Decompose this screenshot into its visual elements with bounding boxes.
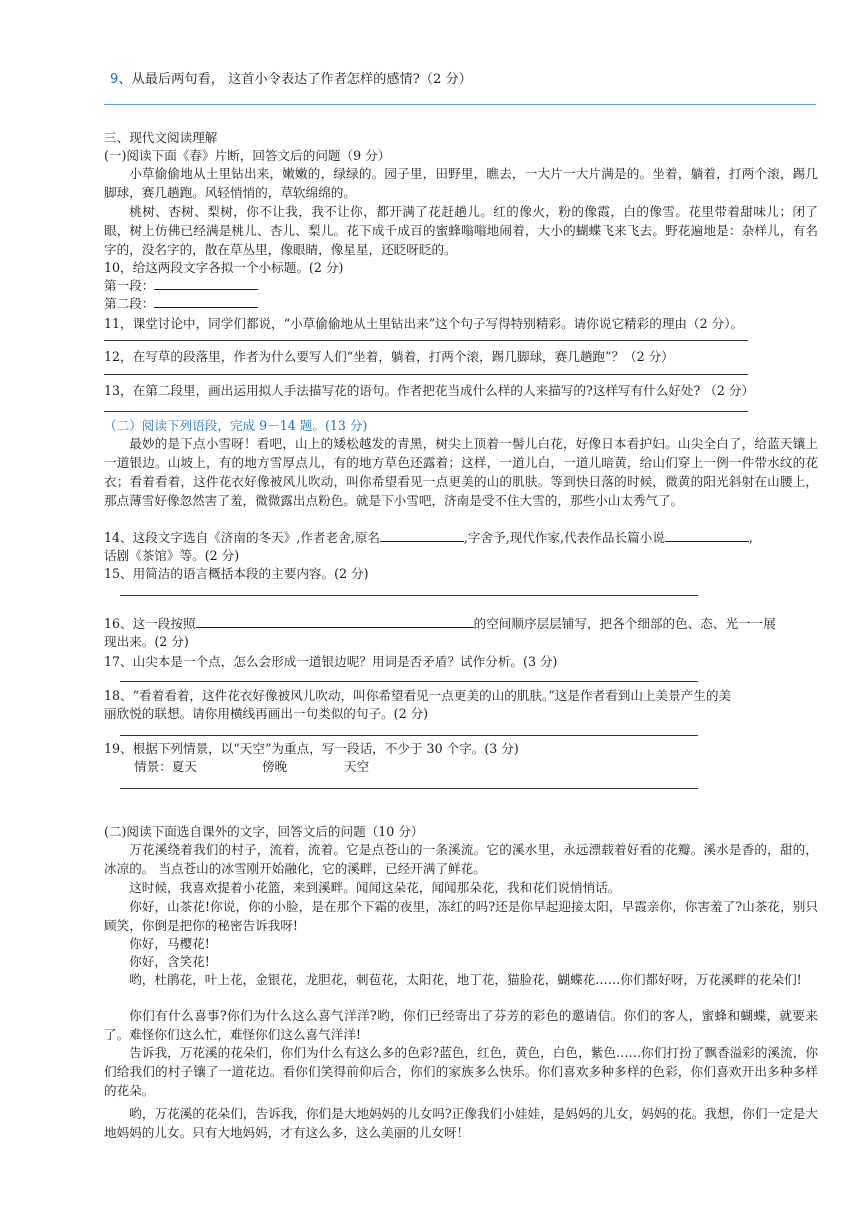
q16-text-b: 的空间顺序层层铺写，把各个细部的色、态、光一一展 (473, 616, 776, 631)
wanhua-paragraph-7: 你们有什么喜事?你们为什么这么喜气洋洋?哟，你们已经寄出了芬芳的彩色的邀请信。你们的客人，蜜蜂和蝴蝶，就要来了。难怪你们这么忙，难怪你们这么喜气洋洋! (104, 1008, 818, 1042)
question-11: 11，课堂讨论中，同学们都说，“小草偷偷地从土里钻出来”这个句子写得特别精彩。请你说它精彩的理由（2 分）。 (104, 316, 744, 331)
answer-line[interactable] (120, 681, 698, 682)
question-12: 12，在写草的段落里，作者为什么要写人们“坐着，躺着，打两个滚，踢几脚球，赛几趟跑”？（2 分） (104, 349, 674, 364)
wanhua-paragraph-2: 这时候，我喜欢提着小花篮，来到溪畔。闻闻这朵花，闻闻那朵花，我和花们说悄悄话。 (129, 880, 621, 895)
wanhua-paragraph-1: 万花溪绕着我们的村子，流着，流着。它是点苍山的一条溪流。它的溪水里，永远漂载着好看的花瓣。溪水是香的，甜的，冰凉的。 当点苍山的冰雪刚开始融化，它的溪畔，已经开满了鲜花。 (104, 842, 818, 876)
part1-title: (一)阅读下面《春》片断，回答文后的问题（9 分） (104, 148, 391, 163)
q10-blank-a[interactable] (154, 276, 258, 290)
question-13: 13，在第二段里，画出运用拟人手法描写花的语句。作者把花当成什么样的人来描写的?这样写有什么好处? （2 分） (104, 383, 755, 398)
wanhua-paragraph-3: 你好，山茶花!你说，你的小脸，是在那个下霜的夜里，冻红的吗?还是你早起迎接太阳，早霞亲你，你害羞了?山茶花，别只顾笑，你倒是把你的秘密告诉我呀! (104, 899, 818, 933)
section-divider (104, 104, 816, 105)
wanhua-paragraph-5: 你好，含笑花! (129, 954, 210, 969)
q14-text-a: 14、这段文字选自《济南的冬天》,作者老舍,原名 (104, 530, 380, 545)
question-18-cont: 丽欣悦的联想。请你用横线再画出一句类似的句子。(2 分) (104, 706, 429, 721)
question-19: 19、根据下列情景，以“天空”为重点，写一段话，不少于 30 个字。(3 分) (104, 741, 519, 756)
q10-answer-b (104, 294, 258, 313)
question-17: 17、山尖本是一个点，怎么会形成一道银边呢？用词是否矛盾？试作分析。(3 分) (104, 654, 558, 669)
question-14-cont: 话剧《茶馆》等。(2 分) (104, 548, 240, 563)
answer-line[interactable] (104, 411, 748, 412)
q10-label-b: 第二段： (104, 296, 155, 311)
question-15: 15、用简洁的语言概括本段的主要内容。(2 分) (104, 566, 369, 581)
question-number: 9 (110, 72, 119, 87)
q14-blank-novel[interactable] (665, 528, 749, 542)
wanhua-paragraph-6: 哟，杜鹃花，叶上花，金银花，龙胆花，刺苞花，太阳花，地丁花，猫脸花，蝴蝶花……你们都好呀，万花溪畔的花朵们! (129, 972, 802, 987)
answer-line[interactable] (104, 340, 748, 341)
q16-blank[interactable] (196, 614, 474, 628)
answer-line[interactable] (104, 374, 748, 375)
q19-word-evening: 傍晚 (262, 759, 288, 774)
question-18: 18、“看着看着，这件花衣好像被风儿吹动，叫你希望看见一点更美的山的肌肤。”这是作者看到山上美景产生的美 (104, 688, 732, 703)
q10-blank-b[interactable] (154, 294, 258, 308)
q14-text-c: , (748, 530, 753, 545)
section-heading: 三、现代文阅读理解 (104, 130, 218, 145)
answer-line[interactable] (120, 735, 698, 736)
answer-line[interactable] (120, 788, 698, 789)
q10-label-a: 第一段： (104, 278, 155, 293)
question-16-cont: 现出来。(2 分) (104, 634, 189, 649)
question-text: 、从最后两句看， 这首小令表达了作者怎样的感情?（2 分） (118, 72, 472, 87)
part2-title: （二）阅读下列语段，完成 9－14 题。(13 分) (104, 418, 368, 433)
wanhua-paragraph-8: 告诉我，万花溪的花朵们，你们为什么有这么多的色彩?蓝色，红色，黄色，白色，紫色……你们打扮了飘香溢彩的溪流，你们给我们的村子镶了一道花边。看你们笑得前仰后合，你们的家族多么快乐。你们喜欢多种多样的色彩，你们喜欢开出多种多样的花朵。 (104, 1045, 818, 1098)
q14-blank-name[interactable] (380, 528, 464, 542)
spring-paragraph-1: 小草偷偷地从土里钻出来，嫩嫩的，绿绿的。园子里，田野里，瞧去，一大片一大片满是的。坐着，躺着，打两个滚，踢几脚球，赛几趟跑。风轻悄悄的，草软绵绵的。 (104, 166, 818, 200)
q14-text-b: ,字舍予,现代作家,代表作品长篇小说 (463, 530, 665, 545)
question-14 (104, 528, 753, 547)
part3-title: (二)阅读下面选自课外的文字，回答文后的问题（10 分） (104, 824, 424, 839)
spring-paragraph-2: 桃树、杏树、梨树，你不让我，我不让你，都开满了花赶趟儿。红的像火，粉的像霞，白的像雪。花里带着甜味儿；闭了眼，树上仿佛已经满是桃儿、杏儿、梨儿。花下成千成百的蜜蜂嗡嗡地闹着，大小的蝴蝶飞来飞去。野花遍地是：杂样儿，有名字的，没名字的，散在草丛里，像眼睛，像星星，还眨呀眨的。 (104, 204, 818, 257)
q10-answer-a (104, 276, 258, 295)
q19-scene: 情景：夏天 (134, 759, 197, 774)
jinan-paragraph: 最妙的是下点小雪呀！看吧，山上的矮松越发的青黑，树尖上顶着一髻儿白花，好像日本看护妇。山尖全白了，给蓝天镶上一道银边。山坡上，有的地方雪厚点儿，有的地方草色还露着；这样，一道儿白，一道儿暗黄，给山们穿上一例一件带水纹的花衣；看着看着，这件花衣好像被风儿吹动，叫你希望看见一点更美的山的肌肤。等到快日落的时候，微黄的阳光斜射在山腰上，那点薄雪好像忽然害了羞，微微露出点粉色。就是下小雪吧，济南是受不住大雪的，那些小山太秀气了。 (104, 436, 818, 508)
question-9 (110, 68, 472, 87)
wanhua-paragraph-4: 你好，马樱花! (129, 936, 210, 951)
question-10: 10，给这两段文字各拟一个小标题。(2 分) (104, 260, 344, 275)
q16-text-a: 16、这一段按照 (104, 616, 196, 631)
q19-word-sky: 天空 (344, 759, 370, 774)
question-16 (104, 614, 776, 633)
answer-line[interactable] (120, 595, 698, 596)
wanhua-paragraph-9: 哟，万花溪的花朵们，告诉我，你们是大地妈妈的儿女吗?正像我们小娃娃，是妈妈的儿女，妈妈的花。我想，你们一定是大地妈妈的儿女。只有大地妈妈，才有这么多，这么美丽的儿女呀！ (104, 1106, 818, 1140)
